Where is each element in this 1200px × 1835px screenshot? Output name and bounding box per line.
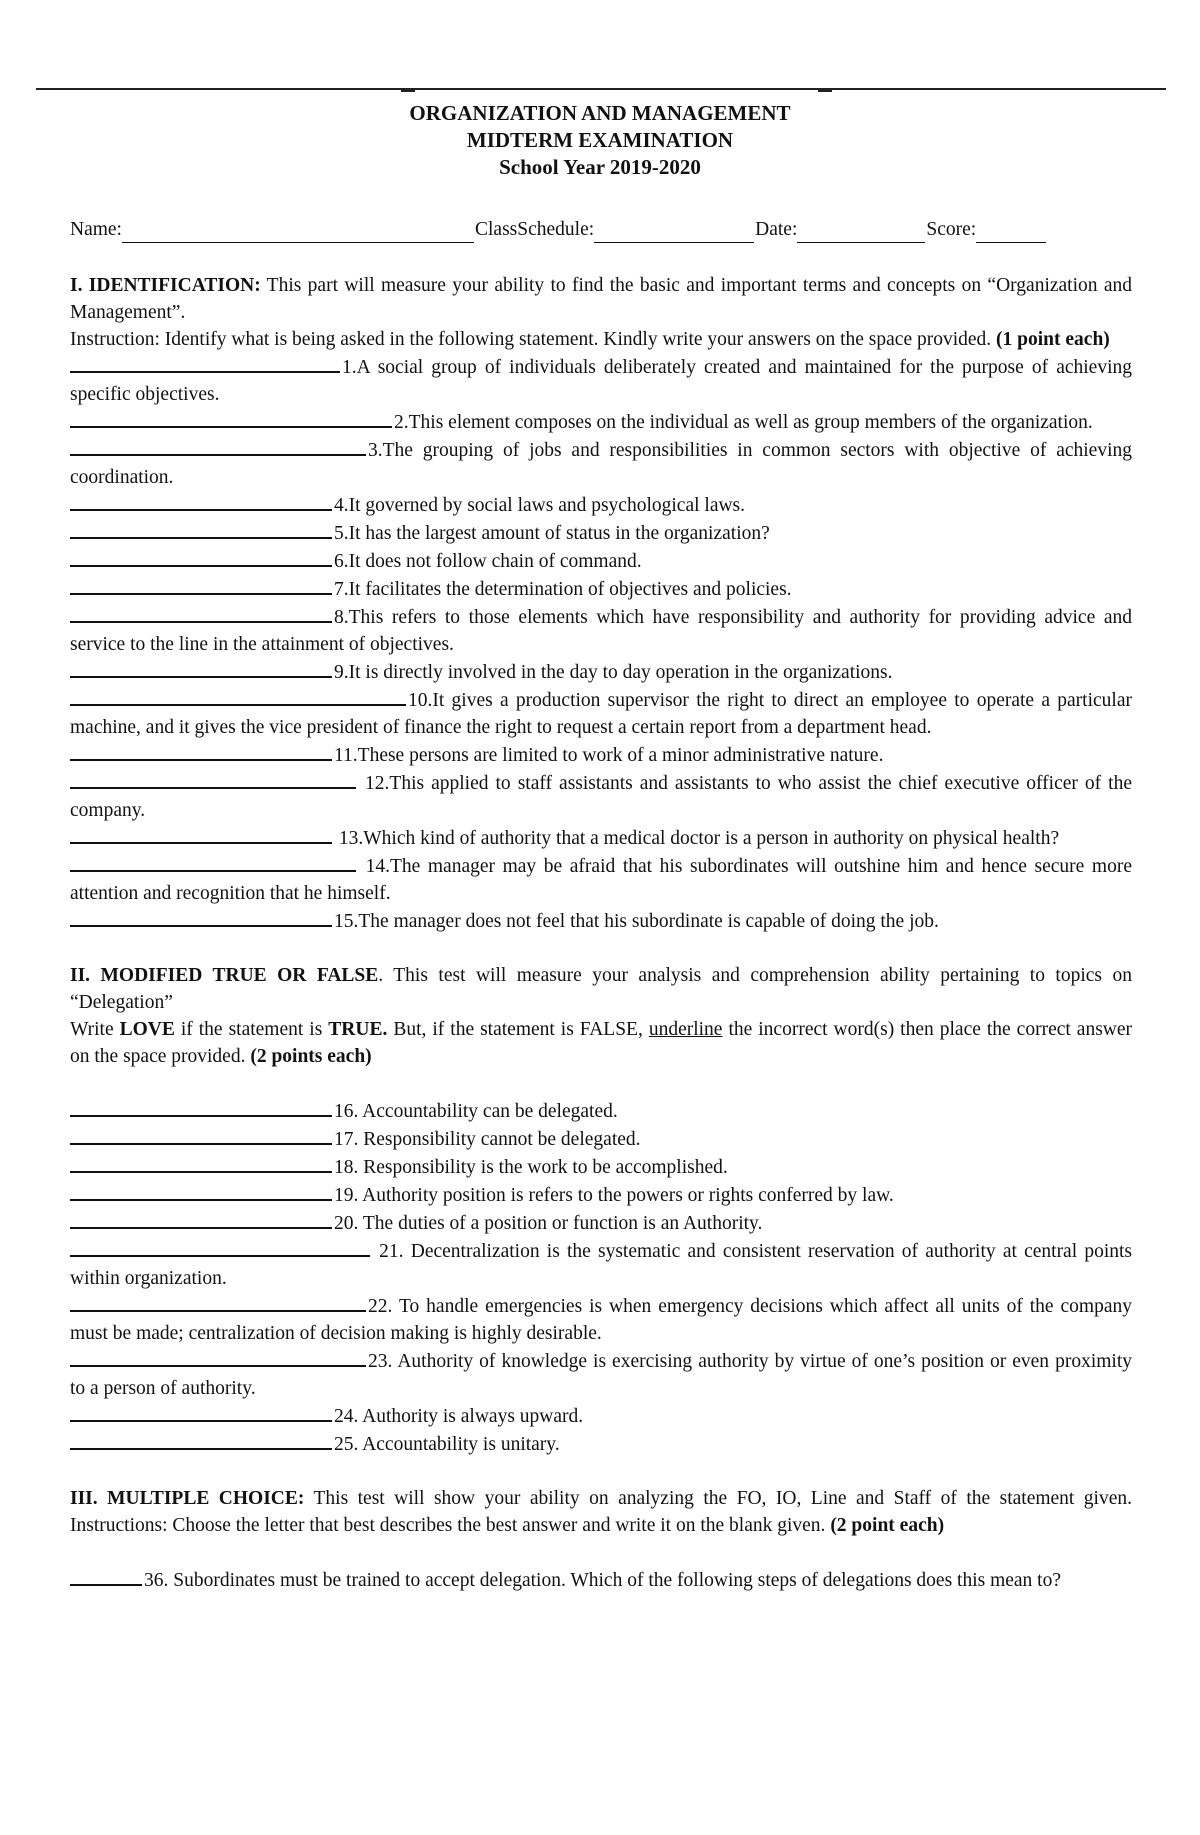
date-field[interactable] <box>797 220 925 243</box>
part2-heading: II. MODIFIED TRUE OR FALSE <box>70 965 379 986</box>
score-field[interactable] <box>976 220 1046 243</box>
question-item: 18. Responsibility is the work to be accomplished. <box>70 1153 1132 1181</box>
question-item: 4.It governed by social laws and psychological laws. <box>70 491 1132 519</box>
answer-blank[interactable] <box>70 1402 332 1422</box>
question-item: 8.This refers to those elements which have responsibility and authority for providing advice and service to the line in the attainment of objectives. <box>70 603 1132 658</box>
part2-points: (2 points each) <box>250 1046 372 1067</box>
question-item: 19. Authority position is refers to the powers or rights conferred by law. <box>70 1181 1132 1209</box>
answer-blank[interactable] <box>70 658 332 678</box>
score-label: Score: <box>926 219 977 240</box>
question-item: 23. Authority of knowledge is exercising authority by virtue of one’s position or even proximity to a person of authority. <box>70 1347 1132 1402</box>
part3-heading: III. MULTIPLE CHOICE: <box>70 1488 305 1509</box>
answer-blank[interactable] <box>70 436 366 456</box>
question-item: 16. Accountability can be delegated. <box>70 1097 1132 1125</box>
question-item: 11.These persons are limited to work of a minor administrative nature. <box>70 741 1132 769</box>
question-item: 9.It is directly involved in the day to day operation in the organizations. <box>70 658 1132 686</box>
part2-instruction: Write LOVE if the statement is TRUE. But, if the statement is FALSE, underline the incorrect word(s) then place the correct answer on the space provided. (2 points each) <box>70 1019 1133 1067</box>
part3-points: (2 point each) <box>830 1515 945 1536</box>
question-item: 36. Subordinates must be trained to accept delegation. Which of the following steps of delegations does this mean to? <box>70 1566 1132 1594</box>
school-year: School Year 2019-2020 <box>499 155 701 179</box>
question-item: 24. Authority is always upward. <box>70 1402 1132 1430</box>
date-label: Date: <box>755 219 798 240</box>
student-info-line <box>70 216 1132 243</box>
question-item: 3.The grouping of jobs and responsibilities in common sectors with objective of achieving coordination. <box>70 436 1132 491</box>
rule-tick <box>818 88 832 92</box>
answer-blank[interactable] <box>70 408 392 428</box>
answer-blank[interactable] <box>70 907 332 927</box>
part1-intro: I. IDENTIFICATION: This part will measure your ability to find the basic and important terms and concepts on “Organization and Management”. <box>70 275 1132 323</box>
answer-blank[interactable] <box>70 1181 332 1201</box>
course-title: ORGANIZATION AND MANAGEMENT <box>409 101 791 125</box>
rule-tick <box>401 88 415 92</box>
exam-body <box>70 216 1132 1594</box>
part1-instruction: Instruction: Identify what is being asked in the following statement. Kindly write your answers on the space provided. (1 point each) <box>70 329 1110 350</box>
question-item: 10.It gives a production supervisor the right to direct an employee to operate a particular machine, and it gives the vice president of finance the right to request a certain report from a department head. <box>70 686 1132 741</box>
name-label: Name: <box>70 219 122 240</box>
answer-blank[interactable] <box>70 519 332 539</box>
answer-blank[interactable] <box>70 1153 332 1173</box>
question-item: 2.This element composes on the individual as well as group members of the organization. <box>70 408 1132 436</box>
class-schedule-field[interactable] <box>594 220 754 243</box>
answer-blank[interactable] <box>70 353 340 373</box>
part1-points: (1 point each) <box>996 329 1110 350</box>
answer-blank[interactable] <box>70 603 332 623</box>
answer-blank[interactable] <box>70 741 332 761</box>
exam-header <box>0 100 1200 181</box>
question-item: 14.The manager may be afraid that his subordinates will outshine him and hence secure more attention and recognition that he himself. <box>70 852 1132 907</box>
question-item: 25. Accountability is unitary. <box>70 1430 1132 1458</box>
answer-blank[interactable] <box>70 491 332 511</box>
question-item: 20. The duties of a position or function is an Authority. <box>70 1209 1132 1237</box>
question-item: 1.A social group of individuals deliberately created and maintained for the purpose of achieving specific objectives. <box>70 353 1132 408</box>
answer-blank[interactable] <box>70 1430 332 1450</box>
part3-intro: III. MULTIPLE CHOICE: This test will show your ability on analyzing the FO, IO, Line and Staff of the statement given. Instructions: Choose the letter that best describes the best answer and write it on the blank given. (2 point each) <box>70 1488 1133 1536</box>
name-field[interactable] <box>122 220 474 243</box>
top-rule <box>36 88 1166 90</box>
answer-blank[interactable] <box>70 852 356 872</box>
question-item: 21. Decentralization is the systematic and consistent reservation of authority at central points within organization. <box>70 1237 1132 1292</box>
question-item: 17. Responsibility cannot be delegated. <box>70 1125 1132 1153</box>
answer-blank[interactable] <box>70 686 406 706</box>
exam-title: MIDTERM EXAMINATION <box>466 128 734 152</box>
question-item: 22. To handle emergencies is when emergency decisions which affect all units of the company must be made; centralization of decision making is highly desirable. <box>70 1292 1132 1347</box>
answer-blank[interactable] <box>70 1125 332 1145</box>
answer-blank[interactable] <box>70 769 356 789</box>
answer-blank[interactable] <box>70 1237 370 1257</box>
answer-blank[interactable] <box>70 1347 366 1367</box>
part2-intro: II. MODIFIED TRUE OR FALSE. This test will measure your analysis and comprehension ability pertaining to topics on “Delegation” <box>70 965 1132 1013</box>
part1-heading: I. IDENTIFICATION: <box>70 275 261 296</box>
answer-blank[interactable] <box>70 1097 332 1117</box>
answer-blank[interactable] <box>70 575 332 595</box>
answer-blank[interactable] <box>70 1566 142 1586</box>
question-item: 13.Which kind of authority that a medical doctor is a person in authority on physical health? <box>70 824 1132 852</box>
answer-blank[interactable] <box>70 824 332 844</box>
question-item: 5.It has the largest amount of status in the organization? <box>70 519 1132 547</box>
answer-blank[interactable] <box>70 547 332 567</box>
question-item: 12.This applied to staff assistants and assistants to who assist the chief executive officer of the company. <box>70 769 1132 824</box>
question-item: 6.It does not follow chain of command. <box>70 547 1132 575</box>
question-item: 15.The manager does not feel that his subordinate is capable of doing the job. <box>70 907 1132 935</box>
answer-blank[interactable] <box>70 1209 332 1229</box>
answer-blank[interactable] <box>70 1292 366 1312</box>
question-item: 7.It facilitates the determination of objectives and policies. <box>70 575 1132 603</box>
class-schedule-label: ClassSchedule: <box>474 219 595 240</box>
